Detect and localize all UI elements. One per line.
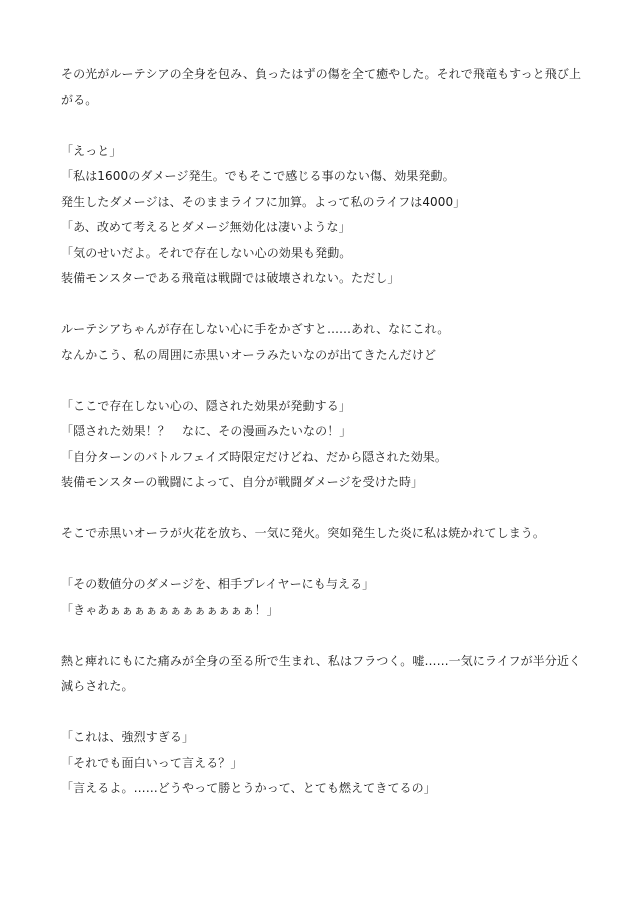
dialogue-line: 「きゃあぁぁぁぁぁぁぁぁぁぁぁぁ！」: [61, 602, 279, 617]
dialogue-line: 「あ、改めて考えるとダメージ無効化は凄いような」: [61, 220, 351, 234]
dialogue-line: 「その数値分のダメージを、相手プレイヤーにも与える」: [61, 577, 375, 591]
text-line: 熱と痺れにもにた痛みが全身の至る所で生まれ、私はフラつく。嘘……一気にライフが半分近く: [61, 653, 582, 668]
dialogue-line: 「私は1600のダメージ発生。でもそこで感じる事のない傷、効果発動。: [61, 169, 455, 183]
dialogue-line: 発生したダメージは、そのままライフに加算。よって私のライフは4000」: [61, 194, 466, 209]
text-line: なんかこう、私の周囲に赤黒いオーラみたいなのが出てきたんだけど: [61, 347, 437, 362]
dialogue-line: 「気のせいだよ。それで存在しない心の効果も発動。: [61, 245, 352, 260]
dialogue-line: 「言えるよ。……どうやって勝とうかって、とても燃えてきてるの」: [61, 781, 436, 795]
blank-line: [61, 368, 581, 394]
blank-line: [61, 292, 581, 318]
dialogue-line: 「自分ターンのバトルフェイズ時限定だけどね、だから隠された効果。: [61, 449, 448, 464]
dialogue-line: 「えっと」: [61, 143, 122, 158]
dialogue-line: 「これは、強烈すぎる」: [61, 730, 195, 744]
blank-line: [61, 496, 581, 522]
text-line: 減らされた。: [61, 679, 134, 693]
dialogue-line: 「隠された効果！？ なに、その漫画みたいなの！」: [61, 424, 352, 438]
dialogue-line: 装備モンスターである飛竜は戦闘では破壊されない。ただし」: [61, 271, 400, 285]
text-line: そこで赤黒いオーラが火花を放ち、一気に発火。突如発生した炎に私は焼かれてしまう。: [61, 526, 546, 540]
dialogue-line: 「それでも面白いって言える？」: [61, 755, 243, 770]
blank-line: [61, 547, 581, 573]
blank-line: [61, 113, 581, 139]
dialogue-line: 装備モンスターの戦闘によって、自分が戦闘ダメージを受けた時」: [61, 475, 424, 489]
text-line: ルーテシアちゃんが存在しない心に手をかざすと……あれ、なにこれ。: [61, 322, 450, 336]
blank-line: [61, 700, 581, 726]
dialogue-line: 「ここで存在しない心の、隠された効果が発動する」: [61, 398, 351, 413]
text-line: がる。: [61, 92, 98, 107]
text-line: その光がルーテシアの全身を包み、負ったはずの傷を全て癒やした。それで飛竜もすっと飛び上: [61, 67, 582, 81]
blank-line: [61, 623, 581, 649]
body-text: [61, 62, 581, 802]
